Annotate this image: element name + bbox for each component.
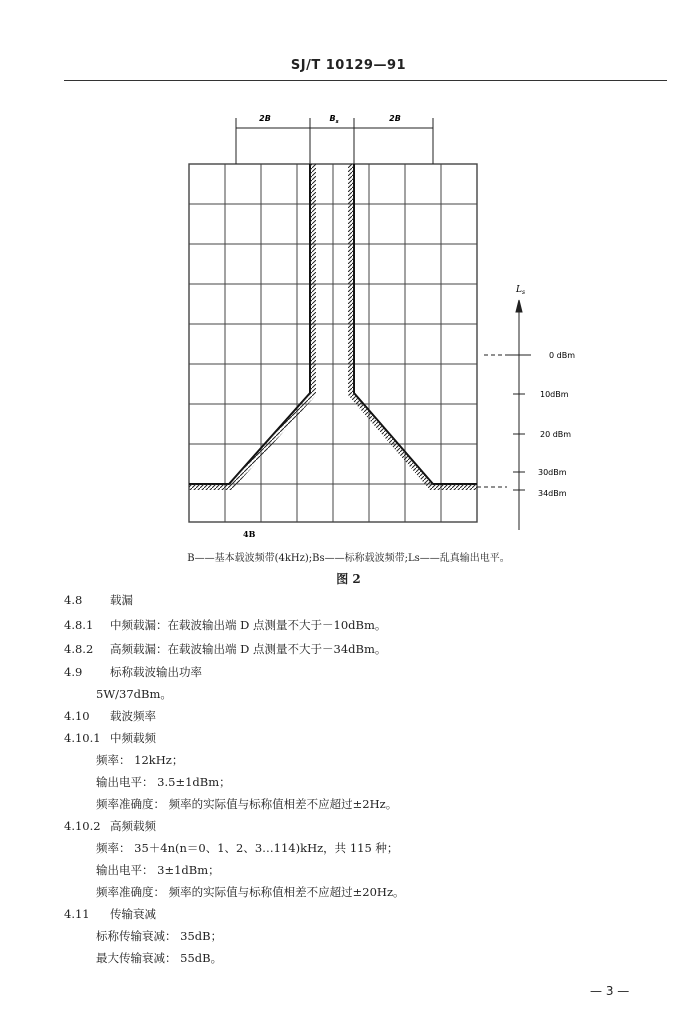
section-4-10-1-level: 输出电平： 3.5±1dBm； xyxy=(96,775,231,789)
section-4-8: 4.8 载漏 xyxy=(64,593,133,607)
dim-label-center: $B_s$ xyxy=(329,114,339,125)
section-4-10-1-accuracy: 频率准确度： 频率的实际值与标称值相差不应超过±2Hz。 xyxy=(96,797,398,811)
figure-caption: B——基本载波频带(4kHz);Bs——标称载波频带;Ls——乱真输出电平。 xyxy=(187,553,510,564)
section-4-10-2: 4.10.2 高频载频 xyxy=(64,819,156,833)
section-4-9: 4.9 标称载波输出功率 xyxy=(64,665,202,679)
axis-title: $L_s$ xyxy=(516,285,526,296)
section-4-11-nominal: 标称传输衰减： 35dB； xyxy=(96,929,223,943)
section-4-10-1-freq: 频率： 12kHz； xyxy=(96,753,184,767)
scale-mark: 4B xyxy=(243,529,256,539)
section-4-8-1: 4.8.1 中频载漏：在载波输出端 D 点测量不大于－10dBm。 xyxy=(64,618,387,632)
level-axis xyxy=(477,300,531,530)
level-34dbm: 34dBm xyxy=(538,489,567,498)
section-4-11-max: 最大传输衰减： 55dB。 xyxy=(96,951,223,965)
level-20dbm: 20 dBm xyxy=(540,430,572,439)
dim-label-left: 2B xyxy=(259,114,271,123)
section-4-10: 4.10 载波频率 xyxy=(64,709,156,723)
dim-label-right: 2B xyxy=(389,114,401,123)
section-4-11: 4.11 传输衰减 xyxy=(64,907,156,921)
section-4-10-1: 4.10.1 中频载频 xyxy=(64,731,156,745)
level-30dbm: 30dBm xyxy=(538,468,567,477)
section-4-10-2-accuracy: 频率准确度： 频率的实际值与标称值相差不应超过±20Hz。 xyxy=(96,885,405,899)
grid xyxy=(189,164,477,522)
section-4-9-value: 5W/37dBm。 xyxy=(96,687,172,701)
dimension-marks xyxy=(236,118,433,164)
page-number: — 3 — xyxy=(590,984,630,998)
section-4-10-2-level: 输出电平： 3±1dBm； xyxy=(96,863,220,877)
section-4-8-2: 4.8.2 高频载漏：在载波输出端 D 点测量不大于－34dBm。 xyxy=(64,642,387,656)
section-4-10-2-freq: 频率： 35＋4n(n＝0、1、2、3…114)kHz，共 115 种； xyxy=(96,841,399,855)
level-0dbm: 0 dBm xyxy=(549,351,575,360)
standard-number-header: SJ/T 10129—91 xyxy=(290,58,407,73)
figure-title: 图 2 xyxy=(336,572,361,586)
level-10dbm: 10dBm xyxy=(540,390,569,399)
